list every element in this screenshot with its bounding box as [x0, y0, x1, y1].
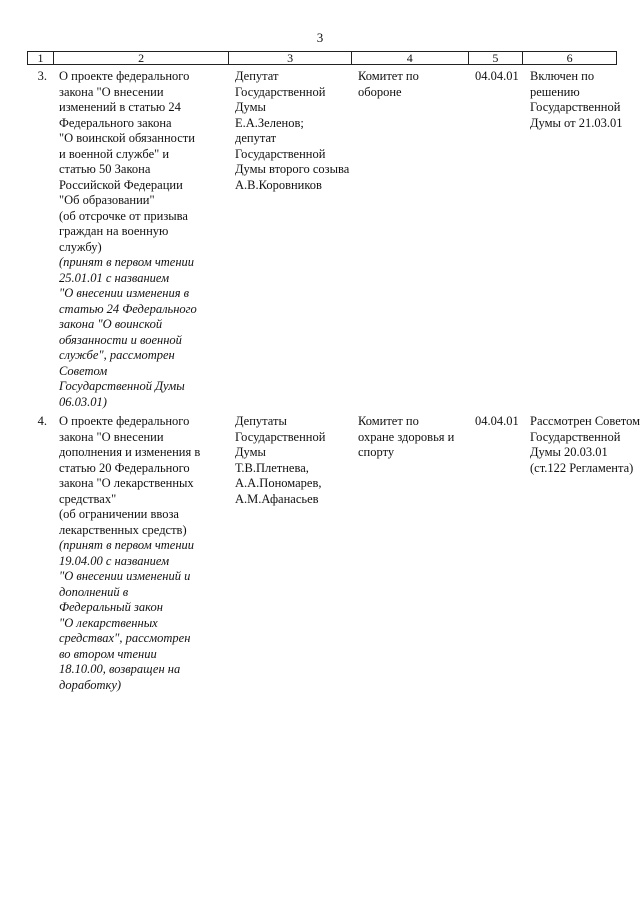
- note-line: 06.03.01): [59, 394, 107, 409]
- status: [524, 69, 623, 410]
- committee-line: охране здоровья и: [358, 429, 455, 444]
- status-line: (ст.122 Регламента): [530, 460, 634, 475]
- status-line: Включен по: [530, 69, 595, 83]
- note-line: (принят в первом чтении: [59, 538, 195, 552]
- author-line: Депутат: [235, 69, 279, 83]
- title-line: граждан на военную: [59, 224, 169, 238]
- committee-line: Комитет по: [358, 69, 419, 83]
- author-line: Государственной: [235, 84, 326, 99]
- date: 04.04.01: [475, 414, 519, 428]
- author-line: А.В.Коровников: [235, 177, 322, 192]
- status-line: Государственной: [530, 429, 621, 444]
- title-line: лекарственных средств): [59, 522, 187, 537]
- title-line: О проекте федерального: [59, 414, 190, 428]
- author-line: А.А.Пономарев,: [235, 476, 322, 490]
- note-line: (принят в первом чтении: [59, 255, 195, 269]
- author-line: Государственной: [235, 429, 326, 444]
- title-line: статью 50 Закона: [59, 162, 151, 176]
- bill-title: [53, 69, 229, 410]
- note-line: "О лекарственных: [59, 615, 158, 630]
- status-line: Государственной: [530, 100, 621, 114]
- title-line: Российской Федерации: [59, 177, 183, 192]
- note-line: 18.10.00, возвращен на: [59, 662, 181, 676]
- note-line: обязанности и военной: [59, 332, 182, 347]
- page-number: 3: [316, 30, 324, 45]
- title-line: О проекте федерального: [59, 69, 190, 83]
- table-row: [27, 414, 640, 693]
- title-line: Федерального закона: [59, 115, 172, 130]
- title-line: (об ограничении ввоза: [59, 507, 179, 521]
- header-col-2: 2: [54, 52, 229, 64]
- note-line: Советом: [59, 363, 108, 378]
- note-line: дополнений в: [59, 584, 129, 599]
- title-line: закона "О внесении: [59, 84, 164, 99]
- committee: [352, 414, 469, 693]
- author-line: Е.А.Зеленов;: [235, 115, 304, 130]
- bill-author: [229, 414, 352, 693]
- note-line: "О внесении изменений и: [59, 569, 191, 583]
- title-line: статью 20 Федерального: [59, 460, 190, 475]
- bill-author: [229, 69, 352, 410]
- author-line: Т.В.Плетнева,: [235, 460, 309, 475]
- note-line: "О внесении изменения в: [59, 286, 190, 300]
- header-col-3: 3: [229, 52, 352, 64]
- committee-line: Комитет по: [358, 414, 419, 428]
- note-line: закона "О воинской: [59, 317, 163, 331]
- header-col-6: 6: [566, 51, 573, 65]
- status-line: Думы от 21.03.01: [530, 115, 623, 130]
- author-line: Депутаты: [235, 414, 287, 428]
- note-line: статью 24 Федерального: [59, 301, 197, 316]
- table-row: [27, 69, 623, 410]
- author-line: Государственной: [235, 146, 326, 161]
- note-line: службе", рассмотрен: [59, 348, 175, 362]
- date: 04.04.01: [475, 69, 519, 83]
- status-line: Рассмотрен Советом: [530, 414, 640, 428]
- title-line: дополнения и изменения в: [59, 445, 201, 459]
- author-line: Думы: [235, 445, 266, 459]
- row-number: 3.: [37, 69, 47, 83]
- note-line: во втором чтении: [59, 646, 157, 661]
- title-line: изменений в статью 24: [59, 100, 181, 114]
- author-line: депутат: [235, 131, 277, 145]
- author-line: Думы: [235, 100, 266, 114]
- title-line: закона "О внесении: [59, 429, 164, 444]
- note-line: средствах", рассмотрен: [59, 631, 191, 645]
- header-col-1: 1: [28, 52, 54, 64]
- title-line: "О воинской обязанности: [59, 131, 195, 145]
- title-line: "Об образовании": [59, 193, 155, 207]
- table-header: [27, 51, 617, 65]
- committee-line: спорту: [358, 445, 395, 459]
- status-line: Думы 20.03.01: [530, 445, 608, 459]
- note-line: Федеральный закон: [59, 600, 163, 614]
- committee-line: обороне: [358, 84, 402, 99]
- title-line: службу): [59, 239, 102, 254]
- title-line: и военной службе" и: [59, 146, 170, 161]
- status-line: решению: [530, 84, 580, 99]
- title-line: (об отсрочке от призыва: [59, 208, 188, 223]
- author-line: Думы второго созыва: [235, 162, 350, 176]
- note-line: 25.01.01 с названием: [59, 270, 170, 285]
- title-line: средствах": [59, 491, 117, 506]
- header-col-5: 5: [469, 52, 524, 64]
- status: [524, 414, 640, 693]
- note-line: Государственной Думы: [59, 379, 185, 393]
- author-line: А.М.Афанасьев: [235, 491, 319, 506]
- note-line: доработку): [59, 677, 122, 692]
- bill-title: [53, 414, 229, 693]
- row-number: 4.: [37, 414, 47, 428]
- committee: [352, 69, 469, 410]
- header-col-4: 4: [352, 52, 469, 64]
- title-line: закона "О лекарственных: [59, 476, 194, 490]
- note-line: 19.04.00 с названием: [59, 553, 170, 568]
